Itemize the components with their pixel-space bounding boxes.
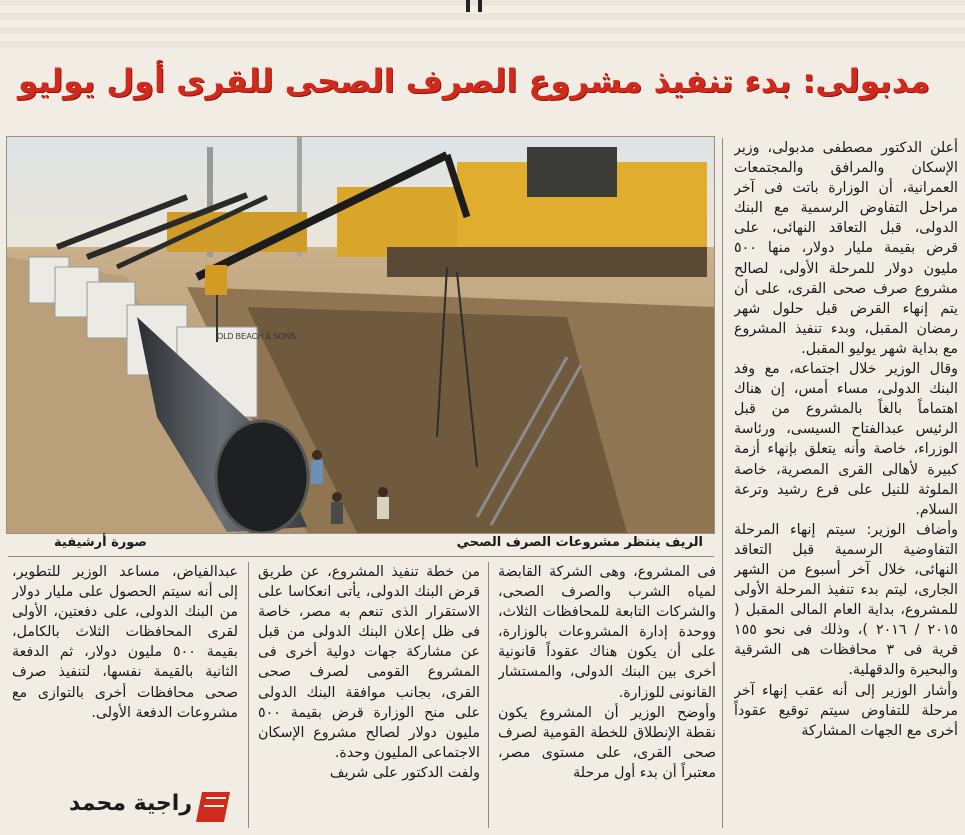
column-divider <box>488 562 489 828</box>
equipment-label: OLD BEACH & SONS <box>217 332 296 341</box>
column-divider <box>722 138 723 828</box>
paragraph: فى المشروع، وهى الشركة القابضة لمياه الشرب والصرف الصحى، والشركات التابعة للمحافظات الثلاث، ووحدة إدارة المشروعات بالوزارة، على أن يكون هناك عقوداً قانونية أخرى بين البنك الدولى، والمستشار القانونى للوزارة. <box>498 564 716 701</box>
paragraph: وأضاف الوزير: سيتم إنهاء المرحلة التفاوضية الرسمية قبل التعاقد النهائى، خلال آخر أسبوع من الشهر الجارى، ليتم بدء تنفيذ المرحلة الأولى للمشروع، بداية العام المالى المقبل ( ٢٠١٥ / ٢٠١٦ )، وذلك فى نحو ١٥٥ قرية فى ٣ محافظات هى الشرقية والبحيرة والدقهلية. <box>734 521 958 679</box>
column-divider <box>248 562 249 828</box>
article-column-1 <box>734 138 958 835</box>
article-column-2 <box>498 562 716 835</box>
author-name: راجية محمد <box>69 791 192 816</box>
binder-mark <box>478 0 482 12</box>
byline-red-mark-icon <box>196 792 230 822</box>
photo-credit: صورة أرشيفية <box>54 535 147 550</box>
paragraph: ولفت الدكتور على شريف <box>329 764 480 781</box>
photo-divider <box>8 556 714 557</box>
paragraph: عبدالفياض، مساعد الوزير للتطوير، إلى أنه سيتم الحصول على مليار دولار من البنك الدولى، على دفعتين، الأولى لقرى المحافظات الثلاث بالكامل، بقيمة ٥٠٠ مليون دولار، ثم الدفعة الثانية بالقيمة نفسها، لتنفيذ صرف صحى محافظات أخرى بالتوازى مع مشروعات الدفعة الأولى. <box>12 564 238 721</box>
byline <box>10 787 232 827</box>
paragraph: وأوضح الوزير أن المشروع يكون نقطة الإنطلاق للخطة القومية لصرف صحى القرى، على مستوى مصر، معتبراً أن بدء أول مرحلة <box>498 704 716 781</box>
headline: مدبولى: بدء تنفيذ مشروع الصرف الصحى للقرى أول يوليو <box>18 62 930 100</box>
paragraph: من خطة تنفيذ المشروع، عن طريق قرض البنك الدولى، يأتى انعكاسا على الاستقرار الذى تنعم به مصر، خاصة فى ظل إعلان البنك الدولى من قبل عن مشاركة جهات دولية أخرى فى المشروع القومى لصرف صحى القرى، بجانب موافقة البنك الدولى على منح الوزارة قرض بقيمة ٥٠٠ مليون دولار لصالح مشروع الإسكان الاجتماعى المليون وحدة. <box>258 564 480 761</box>
binder-mark <box>466 0 470 12</box>
article-column-4 <box>12 562 238 782</box>
paragraph: وأشار الوزير إلى أنه عقب إنهاء آخر مرحلة للتفاوض سيتم توقيع عقوداً أخرى مع الجهات المشاركة <box>734 682 958 739</box>
construction-photo <box>6 136 715 534</box>
paragraph: وقال الوزير خلال اجتماعه، مع وفد البنك الدولى، مساء أمس، إن هناك اهتماماً بالغاً بالمشروع من قبل الرئيس عبدالفتاح السيسى، ورئاسة الوزراء، خاصة وأنه يتعلق بإنهاء أزمة كبيرة لأهالى القرى المصرية، خاصة الملوثة للنيل على فرع رشيد وترعة السلام. <box>734 361 958 518</box>
photo-caption: الريف ينتظر مشروعات الصرف الصحي <box>456 535 703 550</box>
article-column-3 <box>258 562 480 835</box>
paragraph: أعلن الدكتور مصطفى مدبولى، وزير الإسكان والمرافق والمجتمعات العمرانية، أن الوزارة باتت فى آخر مراحل التفاوض الرسمية مع البنك الدولى، قبل التعاقد النهائى، على قرض بقيمة مليار دولار، منها ٥٠٠ مليون دولار للمرحلة الأولى، لصالح مشروع صرف صحى القرى، على أن يتم إنهاء القرض قبل حلول شهر رمضان المقبل، وبدء تنفيذ المشروع مع بداية شهر يوليو المقبل. <box>734 140 958 357</box>
